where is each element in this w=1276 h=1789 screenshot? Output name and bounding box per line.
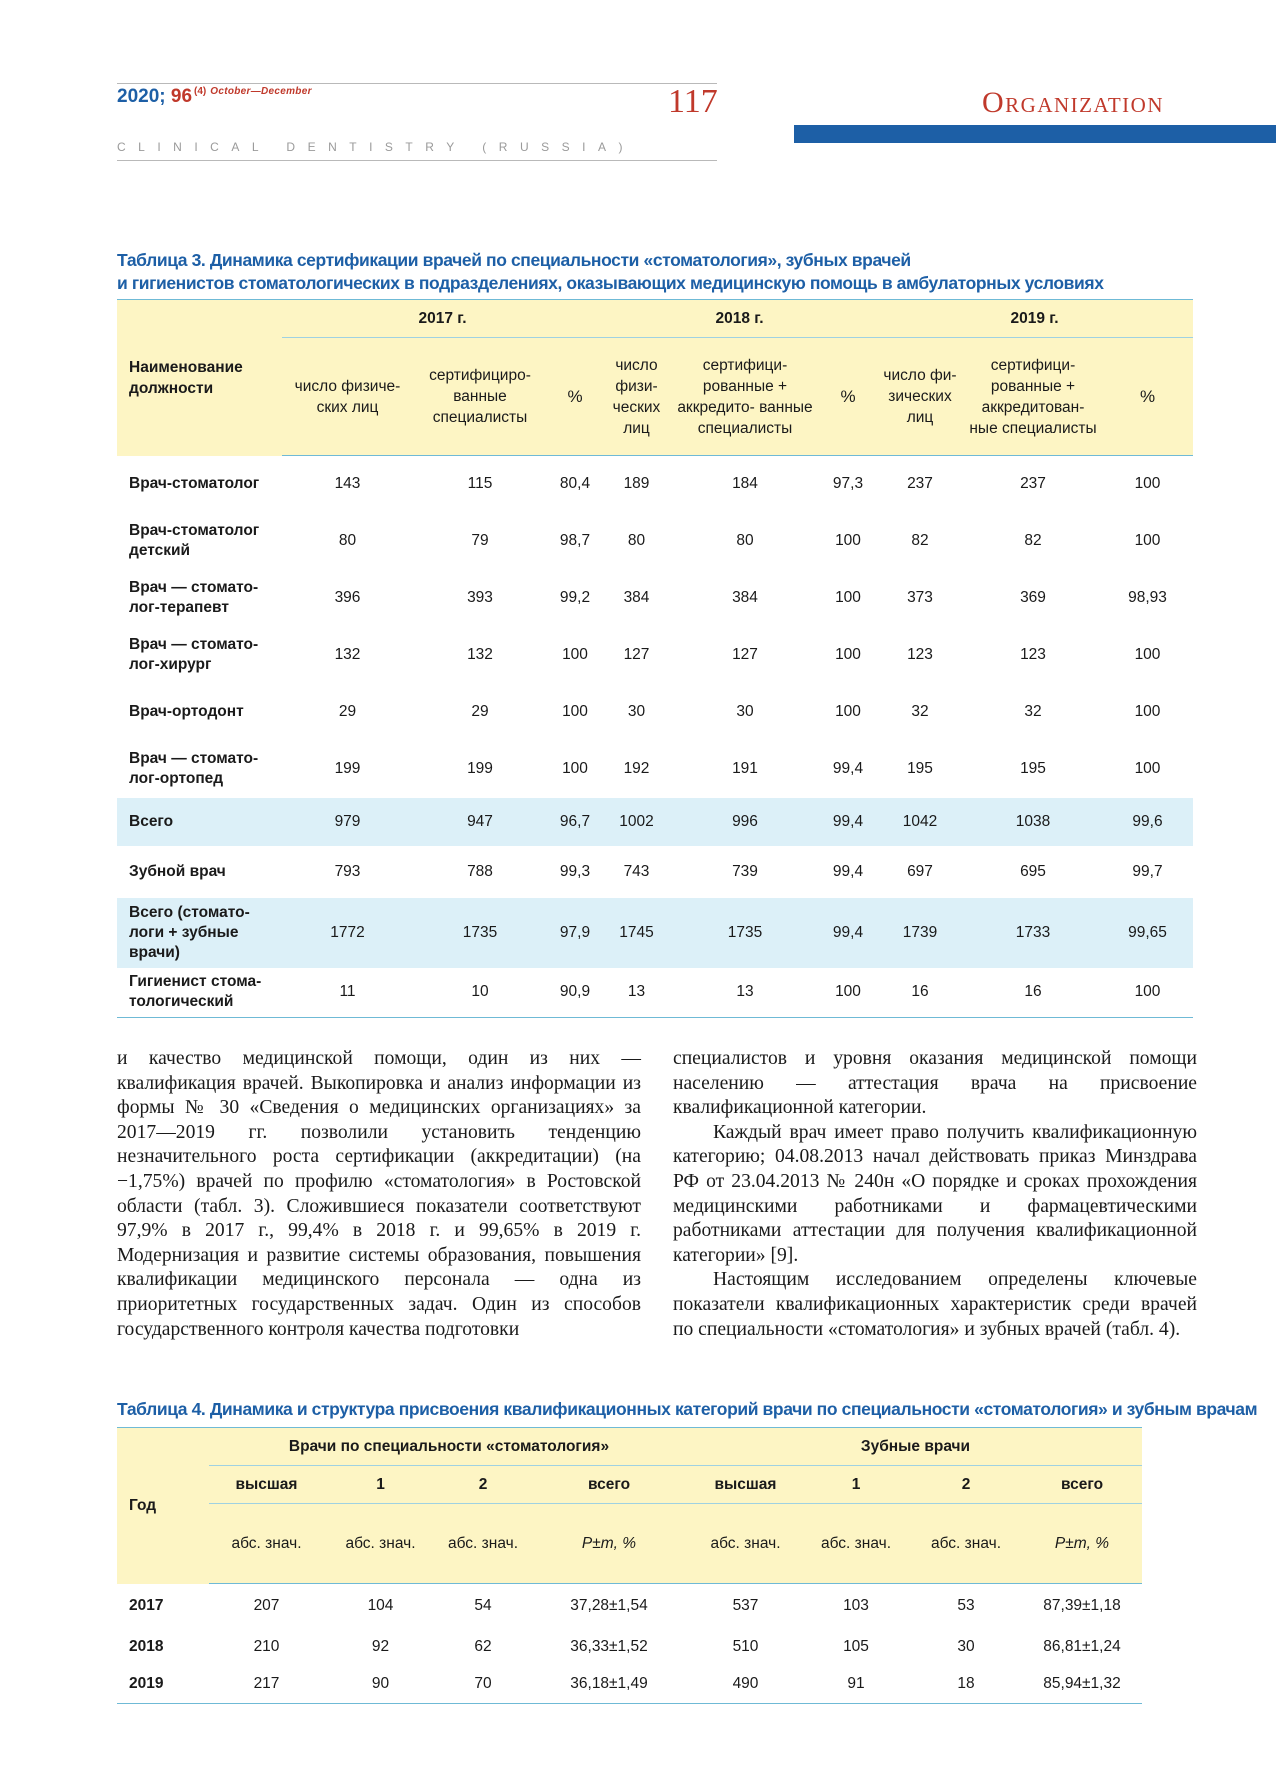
table-cell: 100 (835, 703, 861, 720)
page-number: 117 (668, 83, 718, 120)
table-cell: 30 (736, 703, 754, 720)
table4-unit: абс. знач. (209, 1504, 324, 1584)
table3-subheader: число физи- ческих лиц (603, 338, 670, 456)
row-year: 2019 (129, 1675, 164, 1693)
row-name: Врач — стомато- лог-ортопед (129, 750, 259, 787)
table-cell: 80 (627, 532, 646, 549)
table-cell: 97,3 (832, 475, 864, 493)
table-cell: 996 (670, 798, 820, 846)
table-cell: 37,28±1,54 (570, 1596, 648, 1614)
table-cell: 99,7 (1132, 862, 1163, 880)
table-cell: 90 (371, 1675, 390, 1693)
table4-header-group: Зубные врачи (689, 1428, 1142, 1466)
table-cell: 13 (736, 983, 754, 1001)
table-cell: 743 (623, 862, 650, 880)
table-row (117, 684, 1193, 741)
table-row (117, 456, 1193, 513)
issue-period: October—December (210, 86, 312, 97)
table4-unit: абс. знач. (437, 1504, 529, 1584)
table3-subheader: % (820, 338, 876, 456)
table-row (117, 846, 1193, 898)
row-name: Врач — стомато- лог-терапевт (129, 579, 259, 616)
table-cell: 30 (627, 703, 646, 720)
table-cell: 1042 (876, 798, 964, 846)
table-cell: 10 (471, 983, 489, 1001)
table-row (117, 570, 1193, 627)
section-bar (794, 125, 1276, 143)
table-cell: 384 (623, 589, 650, 606)
table-cell: 99,4 (820, 898, 876, 968)
table-cell: 100 (562, 646, 588, 663)
table3-subheader: % (1102, 338, 1193, 456)
table-cell: 537 (732, 1596, 759, 1614)
table-cell: 87,39±1,18 (1043, 1596, 1121, 1614)
table-cell: 103 (843, 1596, 869, 1614)
table3-subheader: % (547, 338, 603, 456)
table-row (117, 898, 1193, 968)
row-name: Врач-стоматолог детский (129, 522, 260, 559)
section-title: Organization (982, 86, 1164, 119)
journal-name: CLINICAL DENTISTRY (RUSSIA) (117, 140, 635, 154)
issue-year: 2020; (117, 86, 166, 107)
table-cell: 80,4 (559, 475, 591, 493)
table-row (117, 968, 1193, 1018)
issue-number: (4) (194, 86, 207, 97)
row-name: Всего (стомато- логи + зубные врачи) (117, 898, 282, 968)
table-cell: 90,9 (559, 983, 591, 1001)
table3-subheader: число физиче- ских лиц (282, 338, 413, 456)
table-cell: 1739 (876, 898, 964, 968)
table-row (117, 513, 1193, 570)
table-cell: 96,7 (547, 798, 603, 846)
table-cell: 979 (282, 798, 413, 846)
table-cell: 18 (957, 1675, 975, 1693)
table-cell: 207 (253, 1596, 280, 1614)
row-year: 2017 (129, 1596, 164, 1614)
body-column-right (673, 1047, 1197, 1342)
table-cell: 29 (338, 703, 357, 720)
table-cell: 132 (334, 646, 361, 663)
table-cell: 217 (253, 1675, 280, 1693)
table-cell: 99,4 (832, 760, 864, 777)
table-cell: 70 (474, 1675, 492, 1693)
table-cell: 1038 (964, 798, 1102, 846)
table-cell: 91 (847, 1675, 865, 1693)
table4-category: 1 (802, 1466, 910, 1504)
table4-header-group: Врачи по специальности «стоматология» (209, 1428, 689, 1466)
table3-subheader: сертифици- рованные + аккредито- ванные специалисты (670, 338, 820, 456)
table-cell: 490 (732, 1675, 759, 1693)
table-cell: 99,65 (1102, 898, 1193, 968)
table-cell: 143 (334, 475, 361, 493)
table-row (117, 798, 1193, 846)
table-cell: 62 (474, 1637, 492, 1655)
table-cell: 947 (413, 798, 547, 846)
table3-subheader: число фи- зических лиц (876, 338, 964, 456)
table-cell: 100 (835, 532, 861, 549)
table-cell: 189 (623, 475, 650, 493)
table-cell: 1745 (603, 898, 670, 968)
table-cell: 210 (253, 1637, 280, 1655)
table-cell: 97,9 (547, 898, 603, 968)
table3-subheader: сертифициро- ванные специалисты (413, 338, 547, 456)
table-cell: 697 (907, 862, 933, 880)
table3-header-year: 2019 г. (876, 300, 1193, 338)
row-name: Всего (117, 798, 282, 846)
table-cell: 127 (623, 646, 650, 663)
table-cell: 1735 (670, 898, 820, 968)
table-cell: 123 (1020, 646, 1046, 663)
table-cell: 199 (334, 760, 361, 777)
table3-caption (117, 249, 1104, 295)
table-cell: 11 (339, 983, 356, 1001)
table-cell: 16 (1024, 983, 1042, 1001)
header-rule-top (117, 83, 717, 84)
table-cell: 384 (732, 589, 758, 606)
body-column-left (117, 1047, 641, 1342)
table4-unit: абс. знач. (689, 1504, 802, 1584)
table4 (117, 1427, 1142, 1704)
table-cell: 237 (907, 475, 933, 493)
table-cell: 195 (1020, 760, 1046, 777)
body-paragraph: и качество медицинской помощи, один из них — квалификация врачей. Выкопировка и анализ информации из формы № 30 «Сведения о медицинских организациях» за 2017—2019 гг. позволили установить тенденцию незначительного роста сертификации (аккредитации) (на −1,75%) врачей по профилю «стоматология» в Ростовской области (табл. 3). Сложившиеся показатели соответствуют 97,9% в 2017 г., 99,4% в 2018 г. и 99,65% в 2019 г. Модернизация и развитие системы образования, повышения квалификации медицинского персонала — одна из приоритетных государственных задач. Один из способов государственного контроля качества подготовки (117, 1048, 641, 1340)
table-cell: 32 (1024, 703, 1042, 720)
table-cell: 1772 (282, 898, 413, 968)
table-row (117, 627, 1193, 684)
table4-category: 2 (910, 1466, 1022, 1504)
row-name: Врач — стомато- лог-хирург (129, 636, 259, 673)
table-cell: 100 (1134, 983, 1161, 1001)
table-cell: 86,81±1,24 (1043, 1637, 1121, 1655)
table-row (117, 741, 1193, 798)
table-cell: 29 (471, 703, 489, 720)
table-cell: 99,4 (832, 862, 864, 880)
table-cell: 36,18±1,49 (570, 1675, 648, 1693)
table4-category: 2 (437, 1466, 529, 1504)
table-cell: 82 (911, 532, 929, 549)
table-cell: 100 (1134, 646, 1161, 663)
table4-category: всего (529, 1466, 689, 1504)
table-cell: 695 (1020, 862, 1046, 880)
table-cell: 369 (1020, 589, 1046, 606)
table3-header-year: 2017 г. (282, 300, 603, 338)
table4-unit: абс. знач. (324, 1504, 437, 1584)
table3-caption-line2: и гигиенистов стоматологических в подразделениях, оказывающих медицинскую помощь в амбулаторных условиях (117, 273, 1104, 293)
header-rule-bottom (117, 160, 717, 161)
table3-header-year: 2018 г. (603, 300, 876, 338)
table-cell: 184 (732, 475, 758, 493)
row-name: Зубной врач (129, 862, 226, 880)
table-cell: 85,94±1,32 (1043, 1675, 1121, 1693)
table-cell: 237 (1020, 475, 1046, 493)
table-cell: 100 (835, 646, 861, 663)
table-cell: 788 (467, 862, 493, 880)
table-cell: 100 (835, 983, 861, 1001)
table-cell: 80 (736, 532, 754, 549)
table-cell: 104 (367, 1596, 394, 1614)
table-cell: 30 (957, 1637, 975, 1655)
table-cell: 132 (467, 646, 493, 663)
table-cell: 98,7 (559, 532, 591, 549)
table-cell: 793 (334, 862, 361, 880)
table-cell: 13 (627, 983, 646, 1001)
table-cell: 98,93 (1128, 589, 1167, 606)
issue-info (117, 86, 312, 108)
table-cell: 100 (562, 760, 588, 777)
table-cell: 99,4 (820, 798, 876, 846)
row-name: Врач-ортодонт (129, 703, 244, 720)
table-cell: 99,6 (1102, 798, 1193, 846)
table-cell: 105 (843, 1637, 869, 1655)
table-cell: 100 (835, 589, 861, 606)
table-cell: 1733 (964, 898, 1102, 968)
table-cell: 100 (562, 703, 588, 720)
table-cell: 99,2 (559, 589, 591, 606)
table-cell: 115 (467, 475, 493, 493)
table-cell: 1002 (603, 798, 670, 846)
table-row (117, 1666, 1142, 1704)
table-cell: 100 (1134, 532, 1161, 549)
table4-unit: абс. знач. (802, 1504, 910, 1584)
table-cell: 100 (1134, 760, 1161, 777)
table3 (117, 299, 1193, 1018)
table-cell: 123 (907, 646, 933, 663)
table-cell: 191 (732, 760, 758, 777)
table-cell: 80 (338, 532, 357, 549)
table3-subheader: сертифици- рованные + аккредитован- ные специалисты (964, 338, 1102, 456)
table-cell: 99,3 (559, 862, 591, 880)
table-cell: 373 (907, 589, 933, 606)
table4-header-year: Год (117, 1428, 209, 1584)
table4-category: всего (1022, 1466, 1142, 1504)
table-cell: 393 (467, 589, 493, 606)
table-cell: 739 (732, 862, 758, 880)
table-cell: 79 (471, 532, 489, 549)
table-cell: 100 (1134, 703, 1161, 720)
table3-caption-line1: Таблица 3. Динамика сертификации врачей по специальности «стоматология», зубных врачей (117, 250, 911, 270)
table3-header-name: Наименование должности (117, 300, 282, 456)
table-cell: 127 (732, 646, 758, 663)
table-cell: 82 (1024, 532, 1042, 549)
table-cell: 195 (907, 760, 933, 777)
table-row (117, 1628, 1142, 1666)
table-cell: 36,33±1,52 (570, 1637, 648, 1655)
table-cell: 53 (957, 1596, 975, 1614)
table-cell: 192 (623, 760, 650, 777)
table4-category: высшая (689, 1466, 802, 1504)
table-cell: 16 (911, 983, 929, 1001)
table-cell: 92 (371, 1637, 390, 1655)
table4-caption: Таблица 4. Динамика и структура присвоения квалификационных категорий врачи по специальности «стоматология» и зубным врачам (117, 1399, 1258, 1419)
body-paragraph: специалистов и уровня оказания медицинской помощи населению — аттестация врача на присвоение квалификационной категории. (673, 1048, 1197, 1119)
row-year: 2018 (129, 1637, 164, 1655)
table4-unit: абс. знач. (910, 1504, 1022, 1584)
table-cell: 54 (474, 1596, 492, 1614)
table-cell: 510 (732, 1637, 759, 1655)
table-cell: 100 (1134, 475, 1161, 493)
issue-volume: 96 (170, 86, 193, 107)
table-row (117, 1584, 1142, 1628)
table-cell: 32 (911, 703, 929, 720)
table4-unit: P±m, % (529, 1504, 689, 1584)
row-name: Врач-стоматолог (129, 475, 260, 492)
body-paragraph: Настоящим исследованием определены ключевые показатели квалификационных характеристик среди врачей по специальности «стоматология» и зубных врачей (табл. 4). (673, 1269, 1197, 1340)
table4-category: 1 (324, 1466, 437, 1504)
table-cell: 396 (334, 589, 361, 606)
table4-category: высшая (209, 1466, 324, 1504)
table-cell: 1735 (413, 898, 547, 968)
table4-unit: P±m, % (1022, 1504, 1142, 1584)
body-paragraph: Каждый врач имеет право получить квалификационную категорию; 04.08.2013 начал действовать приказ Минздрава РФ от 23.04.2013 № 240н «О порядке и сроках прохождения медицинскими работниками и фармацевтическими работниками аттестации для получения квалификационной категории» [9]. (673, 1121, 1197, 1266)
table-cell: 199 (467, 760, 493, 777)
row-name: Гигиенист стома- тологический (129, 973, 262, 1011)
